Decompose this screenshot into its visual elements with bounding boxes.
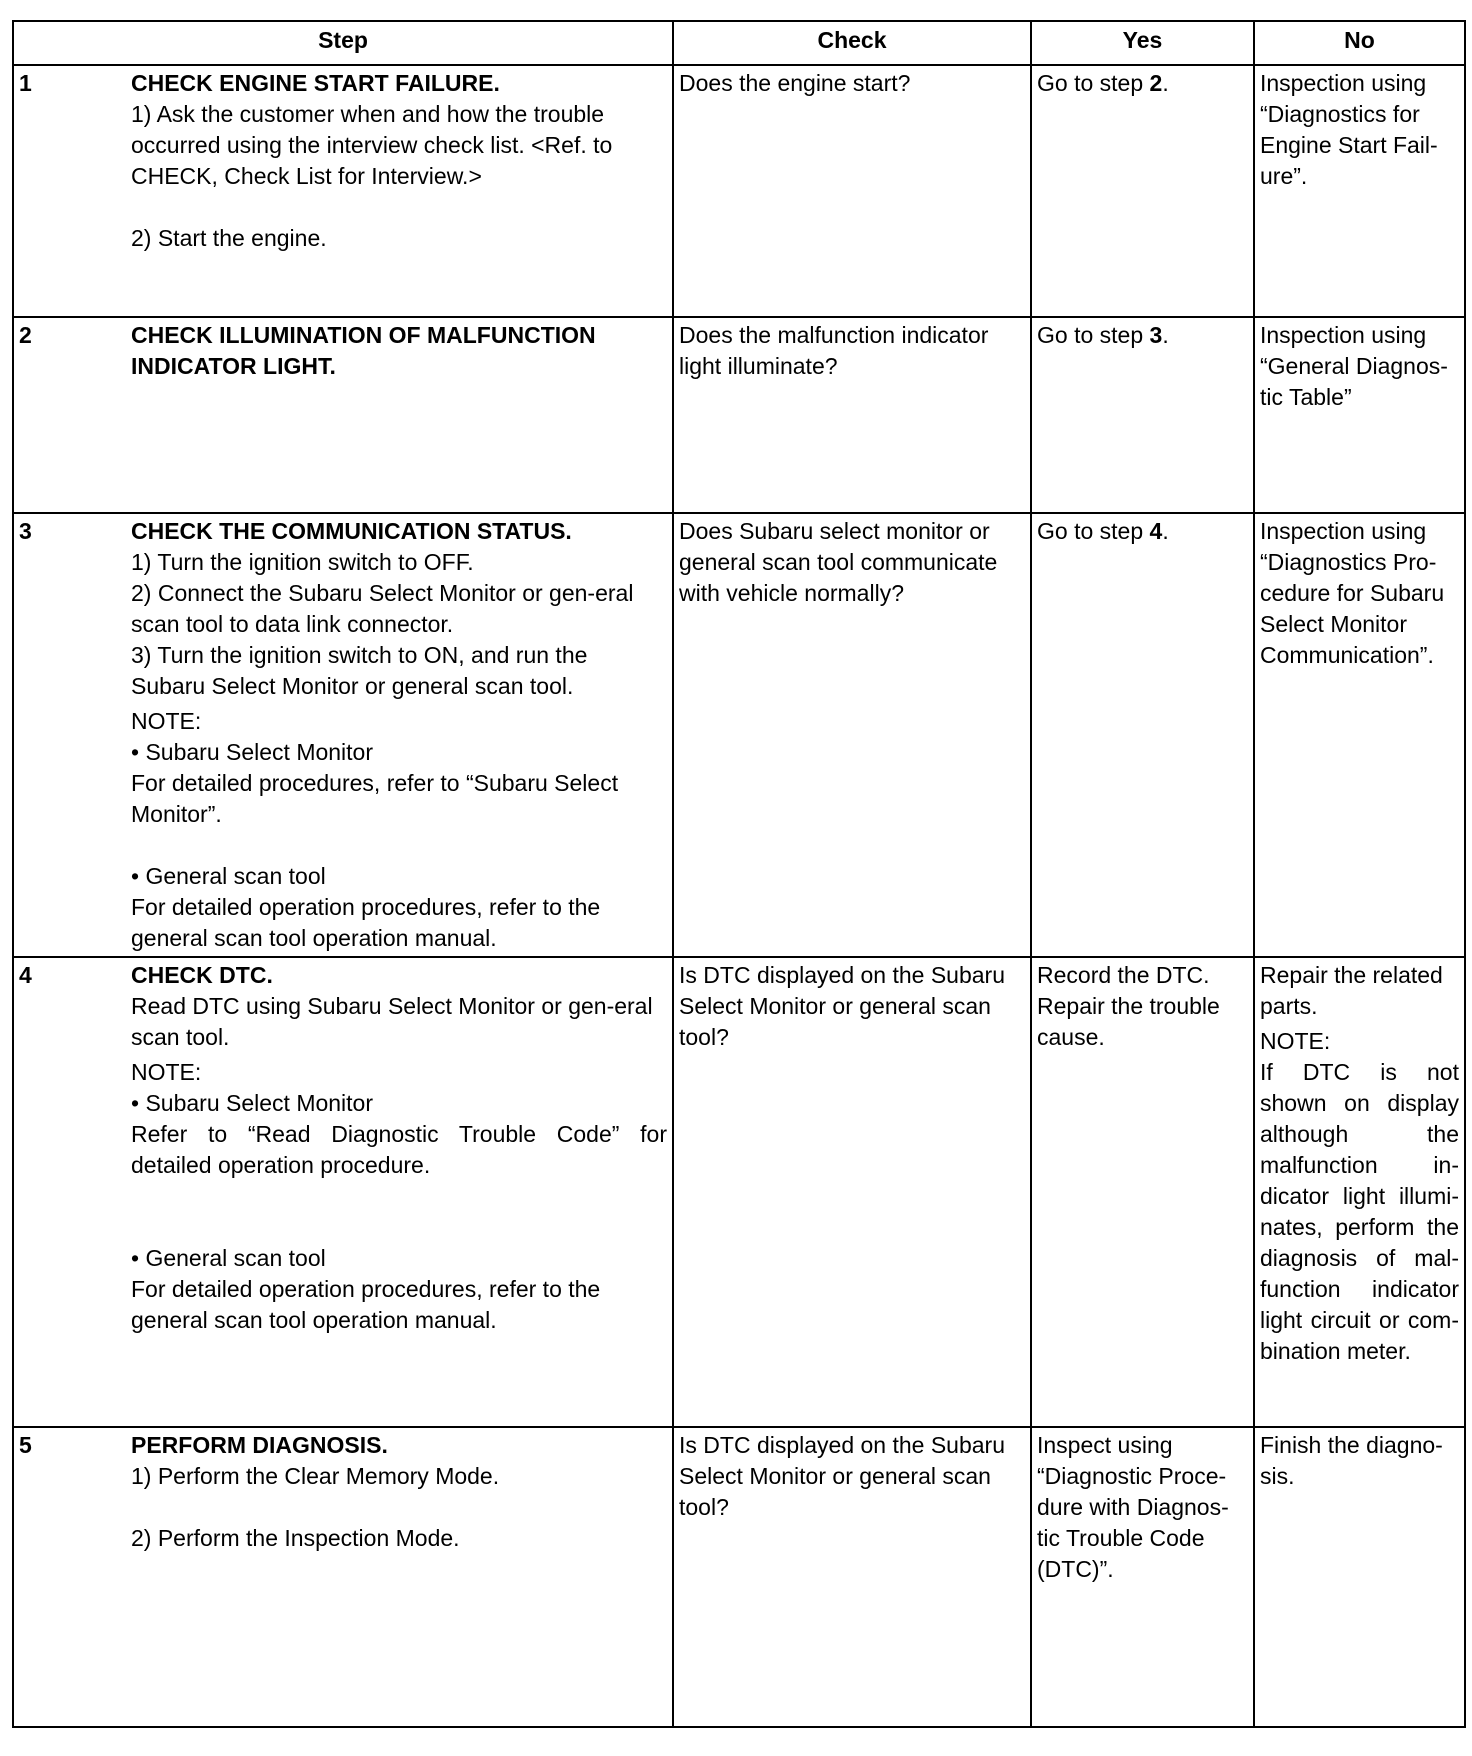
step-text: 1) Perform the Clear Memory Mode. <box>131 1463 500 1489</box>
note-label: NOTE: <box>131 708 202 734</box>
header-yes: Yes <box>1031 21 1254 65</box>
yes-cell: Go to step 3. <box>1031 317 1254 513</box>
step-cell <box>13 317 673 513</box>
step-cell <box>13 513 673 957</box>
header-row <box>13 21 1465 65</box>
step-title: CHECK ILLUMINATION OF MALFUNCTION INDICATOR LIGHT. <box>131 322 596 379</box>
step-cell <box>13 957 673 1427</box>
bullet-item: • General scan tool <box>131 1245 326 1271</box>
step-title: CHECK DTC. <box>131 962 273 988</box>
header-check: Check <box>673 21 1031 65</box>
step-number: 3 <box>19 518 32 544</box>
table-row <box>13 1427 1465 1727</box>
step-number: 2 <box>19 322 32 348</box>
no-cell: Inspection using “Diagnostics Pro-cedure for Subaru Select Monitor Communication”. <box>1254 513 1465 957</box>
no-cell: Inspection using “General Diagnos-tic Table” <box>1254 317 1465 513</box>
yes-cell: Go to step 2. <box>1031 65 1254 317</box>
bullet-text: Refer to “Read Diagnostic Trouble Code” for detailed operation procedure. <box>131 1121 667 1178</box>
note-text: If DTC is not shown on display although the malfunction in-dicator light illumi-nates, perform the diagnosis of mal-function indicator light circuit or com-bination meter. <box>1260 1059 1459 1364</box>
header-no: No <box>1254 21 1465 65</box>
check-cell: Is DTC displayed on the Subaru Select Monitor or general scan tool? <box>673 1427 1031 1727</box>
step-number: 1 <box>19 70 32 96</box>
check-cell: Does Subaru select monitor or general scan tool communicate with vehicle normally? <box>673 513 1031 957</box>
bullet-item: • Subaru Select Monitor <box>131 739 374 765</box>
note-label: NOTE: <box>131 1059 202 1085</box>
bullet-item: • Subaru Select Monitor <box>131 1090 374 1116</box>
step-text: 1) Turn the ignition switch to OFF. <box>131 549 474 575</box>
step-text: 1) Ask the customer when and how the trouble occurred using the interview check list. <Ref. to CHECK, Check List for Interview.> <box>131 101 613 189</box>
step-text: Read DTC using Subaru Select Monitor or gen-eral scan tool. <box>131 993 653 1050</box>
note-label: NOTE: <box>1260 1028 1331 1054</box>
step-text: 3) Turn the ignition switch to ON, and run the Subaru Select Monitor or general scan tool. <box>131 642 588 699</box>
step-title: CHECK THE COMMUNICATION STATUS. <box>131 518 572 544</box>
check-cell: Does the malfunction indicator light illuminate? <box>673 317 1031 513</box>
step-number: 4 <box>19 962 32 988</box>
table-row <box>13 317 1465 513</box>
no-cell <box>1254 957 1465 1427</box>
step-title: PERFORM DIAGNOSIS. <box>131 1432 388 1458</box>
check-cell: Is DTC displayed on the Subaru Select Monitor or general scan tool? <box>673 957 1031 1427</box>
step-cell <box>13 65 673 317</box>
step-title: CHECK ENGINE START FAILURE. <box>131 70 500 96</box>
no-text: Repair the related parts. <box>1260 962 1443 1019</box>
table-row <box>13 957 1465 1427</box>
bullet-text: For detailed procedures, refer to “Subaru Select Monitor”. <box>131 770 619 827</box>
step-text: 2) Start the engine. <box>131 225 327 251</box>
bullet-item: • General scan tool <box>131 863 326 889</box>
step-text: 2) Perform the Inspection Mode. <box>131 1525 460 1551</box>
bullet-text: For detailed operation procedures, refer to the general scan tool operation manual. <box>131 1276 601 1333</box>
diagnostic-table <box>12 20 1466 1728</box>
table-row <box>13 65 1465 317</box>
bullet-text: For detailed operation procedures, refer to the general scan tool operation manual. <box>131 894 601 951</box>
header-step: Step <box>13 21 673 65</box>
table-row <box>13 513 1465 957</box>
yes-cell: Inspect using “Diagnostic Proce-dure with Diagnos-tic Trouble Code (DTC)”. <box>1031 1427 1254 1727</box>
yes-cell: Go to step 4. <box>1031 513 1254 957</box>
yes-cell: Record the DTC. Repair the trouble cause. <box>1031 957 1254 1427</box>
step-text: 2) Connect the Subaru Select Monitor or gen-eral scan tool to data link connector. <box>131 580 634 637</box>
step-cell <box>13 1427 673 1727</box>
no-cell: Inspection using “Diagnostics for Engine Start Fail-ure”. <box>1254 65 1465 317</box>
check-cell: Does the engine start? <box>673 65 1031 317</box>
step-number: 5 <box>19 1432 32 1458</box>
no-cell: Finish the diagno-sis. <box>1254 1427 1465 1727</box>
